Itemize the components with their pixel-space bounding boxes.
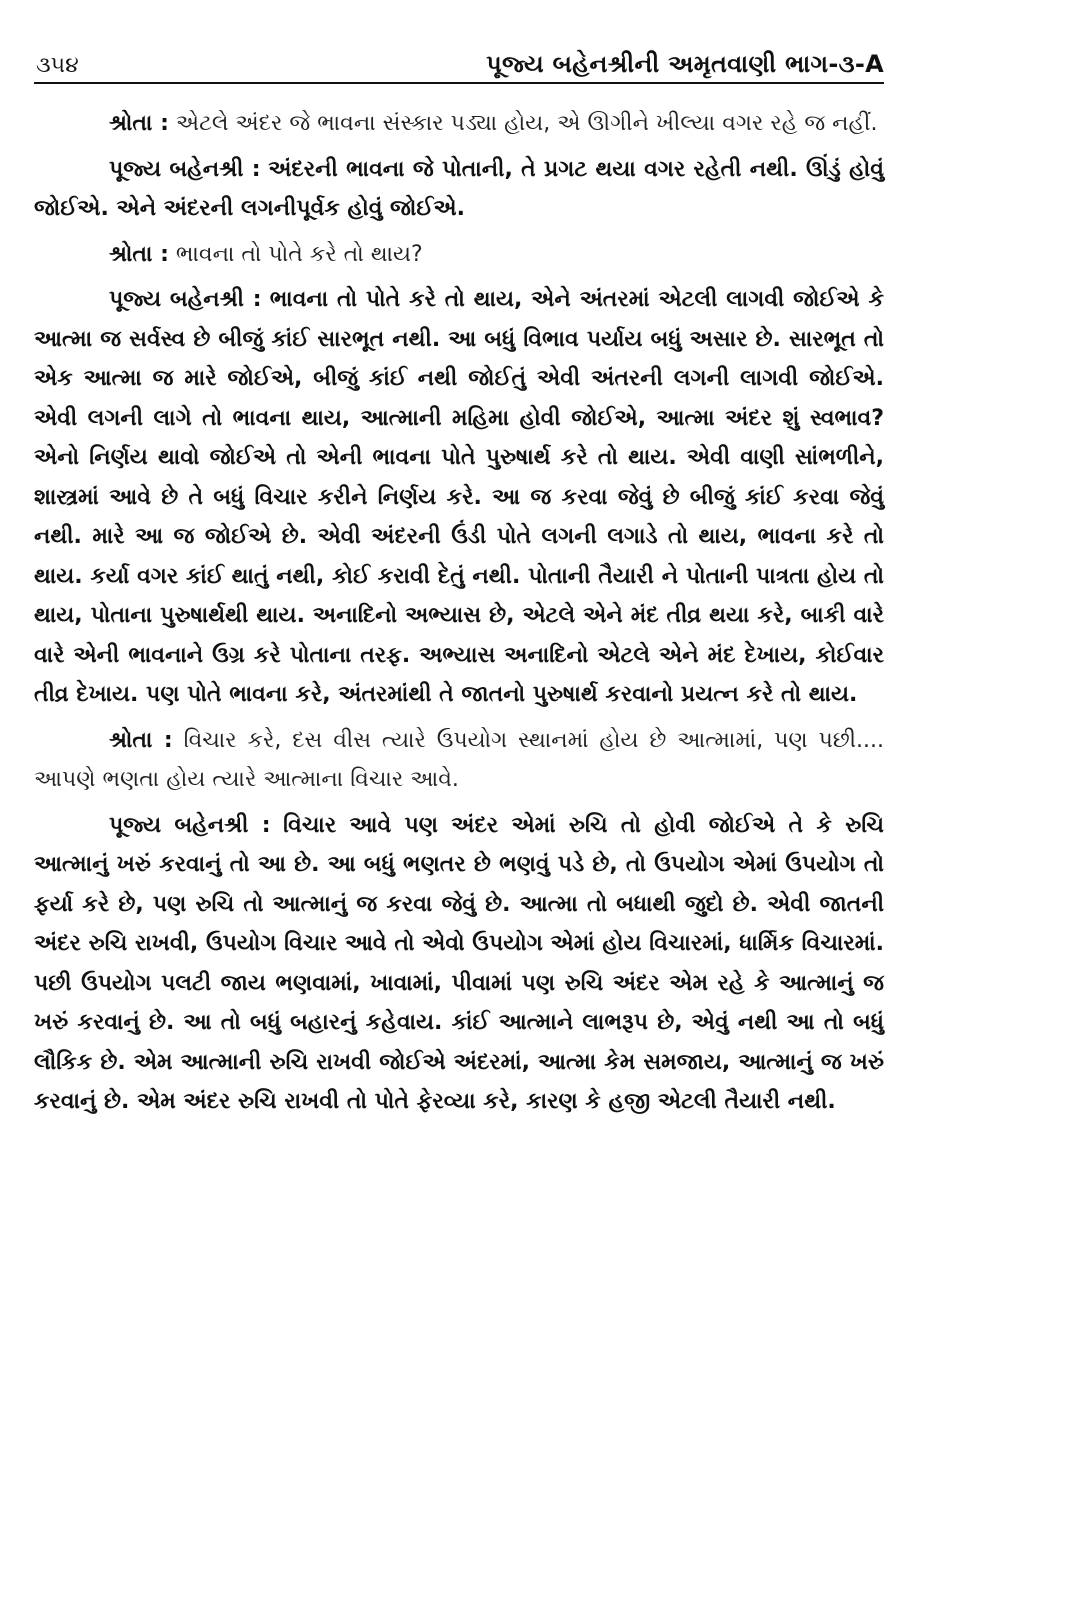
paragraph-text: ભાવના તો પોતે કરે તો થાય? (175, 241, 423, 267)
page-number: ૩૫૪ (36, 53, 79, 78)
paragraph-text: એટલે અંદર જે ભાવના સંસ્કાર પડ્યા હોય, એ ઊગીને ખીલ્યા વગર રહે જ નહીં. (175, 111, 878, 136)
listener-question (34, 235, 884, 275)
running-title: પૂજ્ય બહેનશ્રીની અમૃતવાણી ભાગ-૩-A (486, 50, 884, 78)
speaker-label: શ્રોતા : (109, 111, 169, 136)
book-page (34, 40, 884, 1128)
paragraph-text: વિચાર કરે, દસ વીસ ત્યારે ઉપયોગ સ્થાનમાં હોય છે આત્મામાં, પણ પછી.... આપણે ભણતા હોય ત્યારે આત્માના વિચાર આવે. (34, 727, 884, 792)
listener-question (34, 721, 884, 800)
speaker-label: પૂજ્ય બહેનશ્રી : (109, 156, 261, 182)
bahenshri-answer (34, 150, 884, 229)
page-content (34, 104, 884, 1122)
speaker-label: પૂજ્ય બહેનશ્રી : (109, 287, 262, 312)
page-header (34, 40, 884, 84)
paragraph-text: ભાવના તો પોતે કરે તો થાય, એને અંતરમાં એટલી લાગવી જોઈએ કે આત્મા જ સર્વસ્વ છે બીજું કાંઈ સારભૂત નથી. આ બધું વિભાવ પર્યાય બધું અસાર છે. સારભૂત તો એક આત્મા જ મારે જોઈએ, બીજું કાંઈ નથી જોઈતું એવી અંતરની લગની લાગવી જોઈએ. એવી લગની લાગે તો ભાવના થાય, આત્માની મહિમા હોવી જોઈએ, આત્મા અંદર શું સ્વભાવ? એનો નિર્ણય થાવો જોઈએ તો એની ભાવના પોતે પુરુષાર્થ કરે તો થાય. એવી વાણી સાંભળીને, શાસ્ત્રમાં આવે છે તે બધું વિચાર કરીને નિર્ણય કરે. આ જ કરવા જેવું છે બીજું કાંઈ કરવા જેવું નથી. મારે આ જ જોઈએ છે. એવી અંદરની ઉંડી પોતે લગની લગાડે તો થાય, ભાવના કરે તો થાય. કર્યા વગર કાંઈ થાતું નથી, કોઈ કરાવી દેતું નથી. પોતાની તૈયારી ને પોતાની પાત્રતા હોય તો થાય, પોતાના પુરુષાર્થથી થાય. અનાદિનો અભ્યાસ છે, એટલે એને મંદ તીવ્ર થયા કરે, બાકી વારે વારે એની ભાવનાને ઉગ્ર કરે પોતાના તરફ. અભ્યાસ અનાદિનો એટલે એને મંદ દેખાય, કોઈવાર તીવ્ર દેખાય. પણ પોતે ભાવના કરે, અંતરમાંથી તે જાતનો પુરુષાર્થ કરવાનો પ્રયત્ન કરે તો થાય. (34, 287, 884, 707)
paragraph-text: વિચાર આવે પણ અંદર એમાં રુચિ તો હોવી જોઈએ તે કે રુચિ આત્માનું ખરું કરવાનું તો આ છે. આ બધું ભણતર છે ભણવું પડે છે, તો ઉપયોગ એમાં ઉપયોગ તો ફર્યા કરે છે, પણ રુચિ તો આત્માનું જ કરવા જેવું છે. આત્મા તો બધાથી જુદો છે. એવી જાતની અંદર રુચિ રાખવી, ઉપયોગ વિચાર આવે તો એવો ઉપયોગ એમાં હોય વિચારમાં, ધાર્મિક વિચારમાં. પછી ઉપયોગ પલટી જાય ભણવામાં, ખાવામાં, પીવામાં પણ રુચિ અંદર એમ રહે કે આત્માનું જ ખરું કરવાનું છે. આ તો બધું બહારનું કહેવાય. કાંઈ આત્માને લાભરૂપ છે, એવું નથી આ તો બધું લૌકિક છે. એમ આત્માની રુચિ રાખવી જોઈએ અંદરમાં, આત્મા કેમ સમજાય, આત્માનું જ ખરું કરવાનું છે. એમ અંદર રુચિ રાખવી તો પોતે ફેરવ્યા કરે, કારણ કે હજી એટલી તૈયારી નથી. (34, 812, 884, 1114)
speaker-label: શ્રોતા : (109, 241, 169, 267)
speaker-label: શ્રોતા : (109, 727, 173, 753)
bahenshri-answer (34, 280, 884, 715)
listener-question (34, 104, 884, 144)
paragraph-text: અંદરની ભાવના જે પોતાની, તે પ્રગટ થયા વગર રહેતી નથી. ઊંડું હોવું જોઈએ. એને અંદરની લગનીપૂર્વક હોવું જોઈએ. (34, 156, 884, 221)
bahenshri-answer (34, 806, 884, 1122)
speaker-label: પૂજ્ય બહેનશ્રી : (109, 812, 271, 838)
